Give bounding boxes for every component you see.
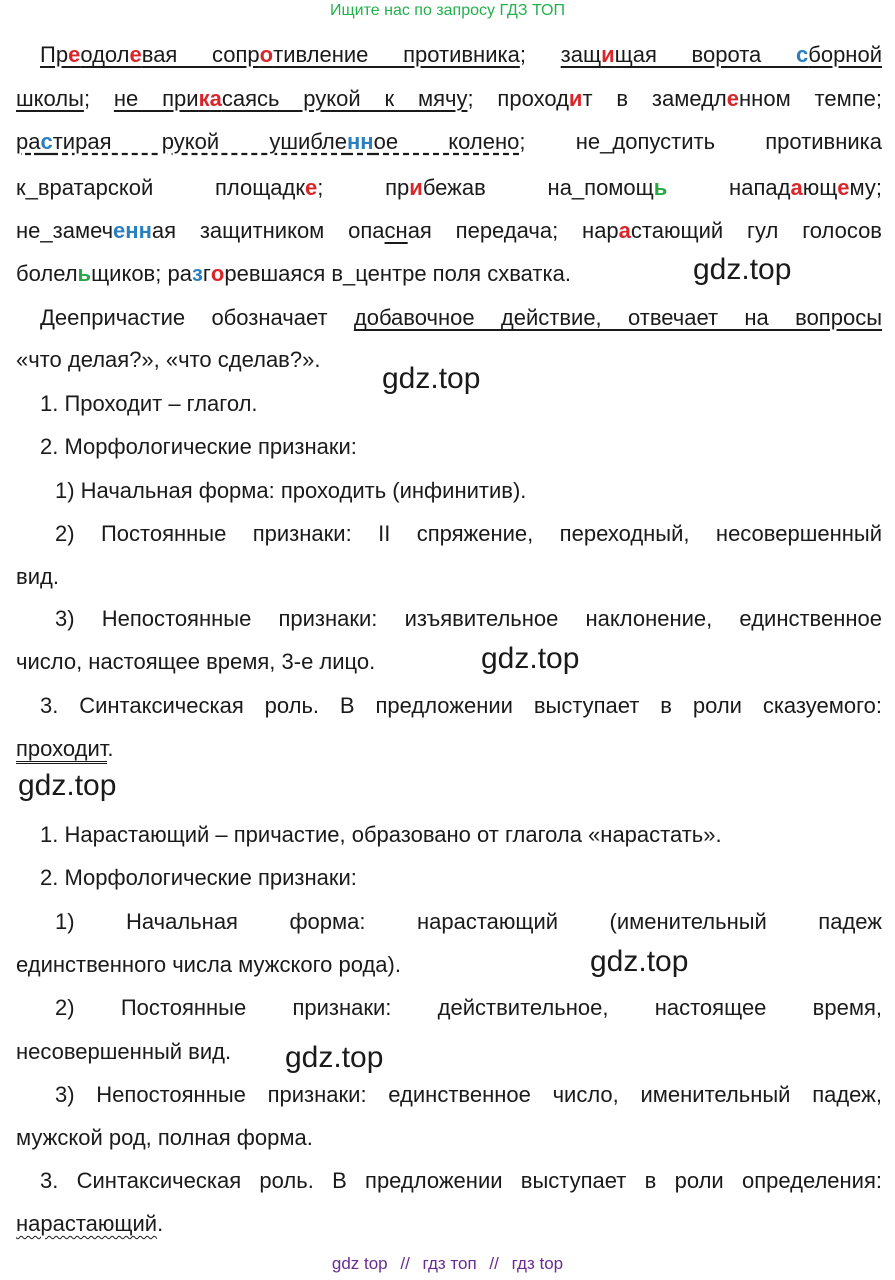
watermark-2: gdz.top — [382, 362, 481, 395]
text-line-7: Деепричастие обозначает добавочное действие, отвечает на вопросы — [40, 305, 883, 330]
text-line-19: 2. Морфологические признаки: — [40, 865, 357, 890]
watermark-6: gdz.top — [285, 1041, 384, 1074]
footer-separator: // — [400, 1254, 410, 1273]
text-line-24: 3) Непостоянные признаки: единственное число, именительный падеж, — [55, 1082, 882, 1107]
top-banner: Ищите нас по запросу ГДЗ ТОП — [330, 2, 565, 19]
phrase-4: растирая рукой ушибленное колено — [16, 129, 520, 154]
phrase-2: защищая ворота сборной — [560, 42, 882, 67]
text-line-13: вид. — [16, 564, 59, 589]
text-line-14: 3) Непостоянные признаки: изъявительное наклонение, единственное — [55, 606, 882, 631]
watermark-1: gdz.top — [693, 253, 792, 286]
text-line-16: 3. Синтаксическая роль. В предложении выступает в роли сказуемого: — [40, 693, 882, 718]
text-line-3: растирая рукой ушибленное колено; не_допустить противника — [16, 129, 883, 154]
footer-separator: // — [489, 1254, 499, 1273]
text-line-27: нарастающий. — [16, 1211, 164, 1236]
text-line-9: 1. Проходит – глагол. — [40, 391, 258, 416]
text-line-17: проходит. — [16, 734, 882, 764]
text-line-21: единственного числа мужского рода). — [16, 952, 401, 977]
text-line-6: болельщиков; разгоревшаяся в_центре поля схватка. — [16, 261, 571, 286]
text-line-22: 2) Постоянные признаки: действительное, настоящее время, — [55, 995, 882, 1020]
text-line-20: 1) Начальная форма: нарастающий (именительный падеж — [55, 909, 882, 934]
phrase-1: Преодолевая сопротивление противника — [40, 42, 520, 67]
text-line-2: школы; не прикасаясь рукой к мячу; проходит в замедленном темпе; — [16, 86, 882, 111]
text-line-4: к_вратарской площадке; прибежав на_помощь нападающему; — [16, 175, 883, 200]
text-line-11: 1) Начальная форма: проходить (инфинитив). — [55, 478, 527, 503]
text-line-25: мужской род, полная форма. — [16, 1125, 313, 1150]
phrase-3: не прикасаясь рукой к мячу — [113, 86, 468, 111]
text-line-26: 3. Синтаксическая роль. В предложении выступает в роли определения: — [40, 1168, 882, 1193]
text-line-15: число, настоящее время, 3-е лицо. — [16, 649, 376, 674]
text-line-8: «что делая?», «что сделав?». — [16, 347, 321, 372]
watermark-5: gdz.top — [590, 945, 689, 978]
text-line-18: 1. Нарастающий – причастие, образовано от глагола «нарастать». — [40, 822, 722, 847]
text-line-10: 2. Морфологические признаки: — [40, 434, 357, 459]
footer — [0, 1254, 895, 1274]
footer-link-2[interactable]: гдз топ — [422, 1254, 477, 1273]
text-line-23: несовершенный вид. — [16, 1039, 232, 1064]
footer-link-3[interactable]: гдз top — [511, 1254, 564, 1273]
watermark-4: gdz.top — [18, 769, 117, 802]
footer-link-1[interactable]: gdz top — [331, 1254, 388, 1273]
watermark-3: gdz.top — [481, 642, 580, 675]
text-line-12: 2) Постоянные признаки: II спряжение, переходный, несовершенный — [55, 521, 882, 546]
text-line-1: Преодолевая сопротивление противника; защищая ворота сборной — [40, 42, 882, 67]
text-line-5: не_замеченная защитником опасная передача; нарастающий гул голосов — [16, 218, 882, 243]
